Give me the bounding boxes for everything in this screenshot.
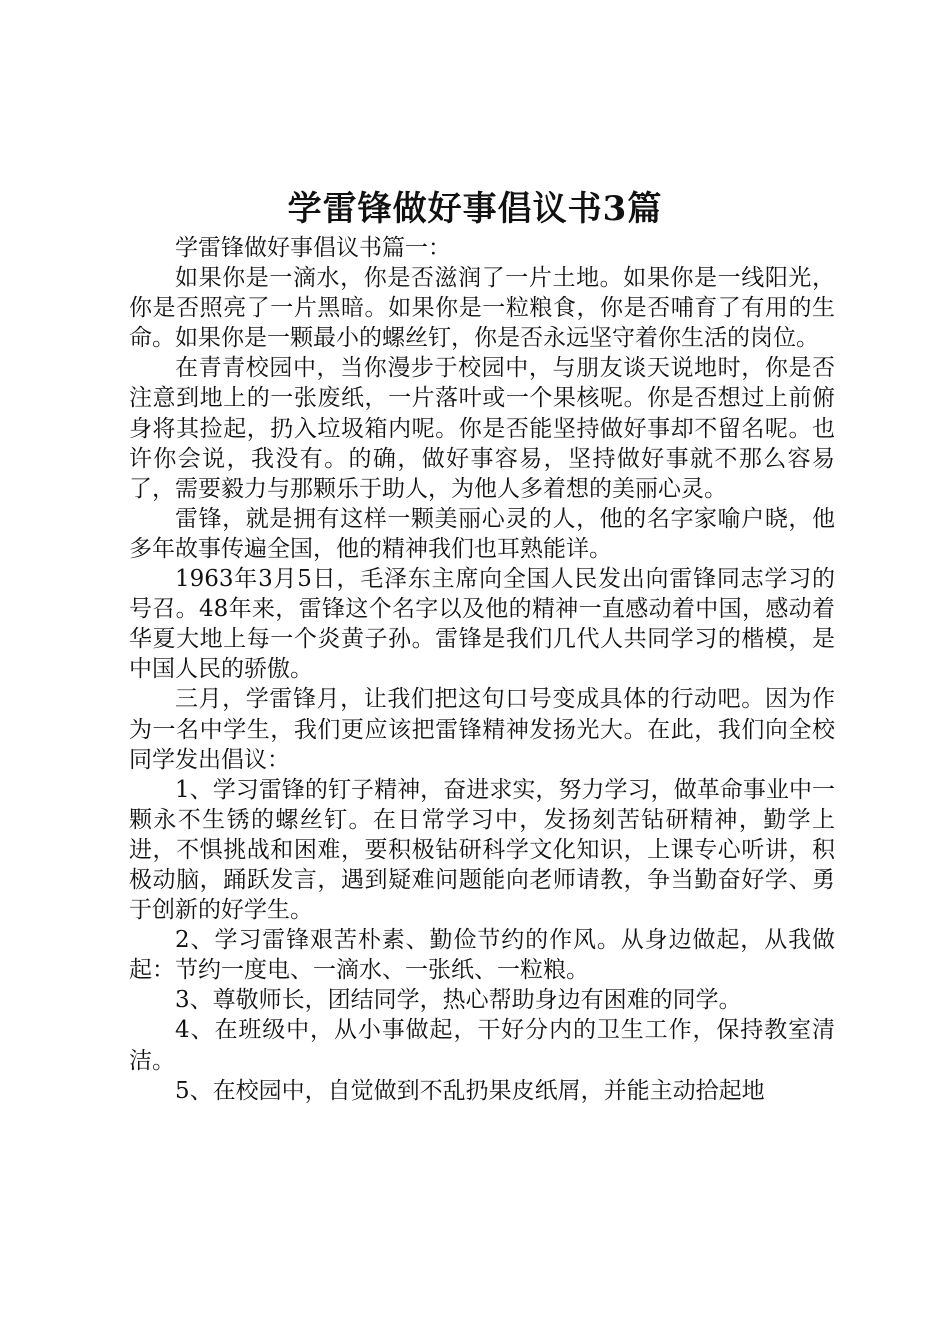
paragraph: 雷锋，就是拥有这样一颗美丽心灵的人，他的名字家喻户晓，他多年故事传遍全国，他的精神我们也耳熟能详。: [129, 505, 835, 562]
paragraph: 在青青校园中，当你漫步于校园中，与朋友谈天说地时，你是否注意到地上的一张废纸，一片落叶或一个果核呢。你是否想过上前俯身将其捡起，扔入垃圾箱内呢。你是否能坚持做好事却不留名呢。也许你会说，我没有。的确，做好事容易，坚持做好事就不那么容易了，需要毅力与那颗乐于助人，为他人多着想的美丽心灵。: [129, 355, 835, 502]
proposal-item-2: 2、学习雷锋艰苦朴素、勤俭节约的作风。从身边做起，从我做起：节约一度电、一滴水、一张纸、一粒粮。: [129, 927, 835, 984]
paragraph: 如果你是一滴水，你是否滋润了一片土地。如果你是一线阳光，你是否照亮了一片黑暗。如果你是一粒粮食，你是否哺育了有用的生命。如果你是一颗最小的螺丝钉，你是否永远坚守着你生活的岗位。: [129, 265, 835, 352]
proposal-item-5: 5、在校园中，自觉做到不乱扔果皮纸屑，并能主动拾起地: [175, 1077, 765, 1104]
proposal-item-4: 4、在班级中，从小事做起，干好分内的卫生工作，保持教室清洁。: [129, 1017, 835, 1074]
document-title: 学雷锋做好事倡议书3篇: [287, 189, 663, 229]
section-heading: 学雷锋做好事倡议书篇一：: [175, 235, 451, 261]
proposal-item-1: 1、学习雷锋的钉子精神，奋进求实，努力学习，做革命事业中一颗永不生锈的螺丝钉。在日常学习中，发扬刻苦钻研精神，勤学上进，不惧挑战和困难，要积极钻研科学文化知识，上课专心听讲，积极动脑，踊跃发言，遇到疑难问题能向老师请教，争当勤奋好学、勇于创新的好学生。: [129, 776, 835, 924]
paragraph: 1963年3月5日，毛泽东主席向全国人民发出向雷锋同志学习的号召。48年来，雷锋这个名字以及他的精神一直感动着中国，感动着华夏大地上每一个炎黄子孙。雷锋是我们几代人共同学习的楷模，是中国人民的骄傲。: [129, 566, 835, 683]
proposal-item-3: 3、尊敬师长，团结同学，热心帮助身边有困难的同学。: [175, 987, 742, 1014]
paragraph: 三月，学雷锋月，让我们把这句口号变成具体的行动吧。因为作为一名中学生，我们更应该把雷锋精神发扬光大。在此，我们向全校同学发出倡议：: [129, 686, 835, 773]
document-body: [129, 233, 835, 1106]
